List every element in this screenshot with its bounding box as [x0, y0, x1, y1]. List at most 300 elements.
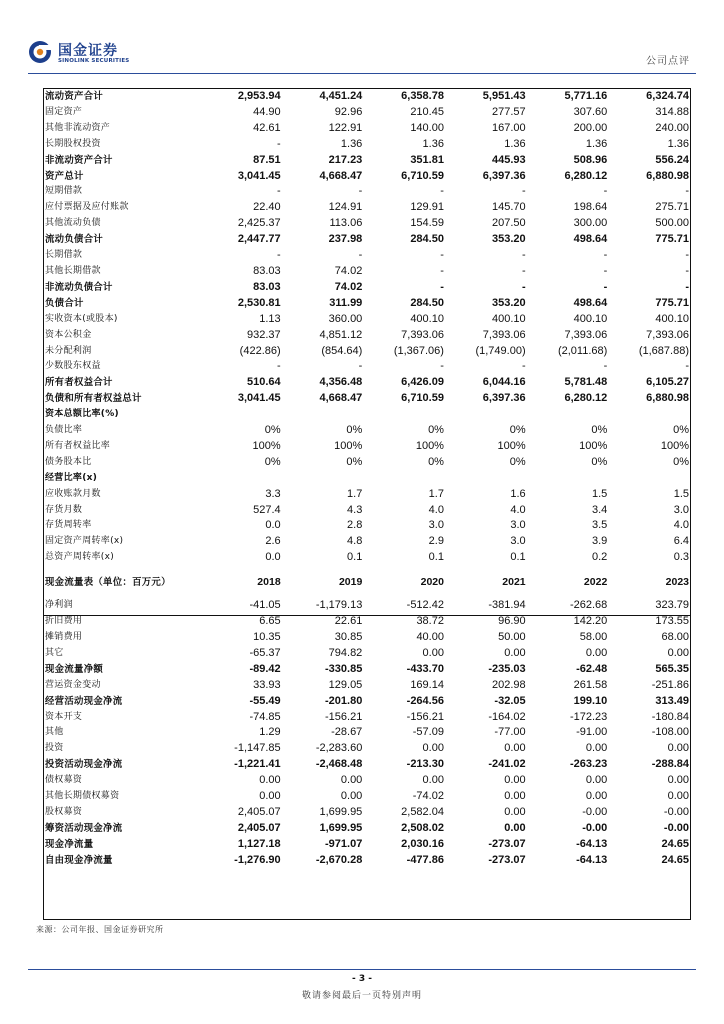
- document-type: 公司点评: [646, 56, 690, 67]
- cell-value: 284.50: [410, 296, 444, 309]
- cell-value: 96.90: [498, 615, 526, 628]
- cell-value: 261.58: [573, 678, 608, 691]
- cell-value: -41.05: [249, 599, 281, 612]
- row-label: 营运资金变动: [45, 679, 101, 690]
- row-label: 固定资产周转率(x): [45, 536, 124, 547]
- cell-value: -: [685, 280, 689, 293]
- cell-value: 4.8: [347, 535, 363, 548]
- table-row: [43, 598, 691, 614]
- cell-value: 323.79: [655, 599, 689, 612]
- cell-value: 83.03: [253, 264, 281, 277]
- cell-value: 129.91: [410, 201, 444, 214]
- cell-value: 508.96: [573, 153, 608, 166]
- table-row: [43, 184, 691, 200]
- cell-value: 1.36: [504, 137, 526, 150]
- table-row: [43, 248, 691, 264]
- cell-value: 351.81: [410, 153, 444, 166]
- cell-value: 0.1: [347, 551, 363, 564]
- cell-value: 42.61: [253, 121, 281, 134]
- row-label: 经营比率(x): [45, 472, 98, 483]
- cell-value: -172.23: [569, 710, 608, 723]
- cell-value: 0.00: [340, 774, 363, 787]
- cell-value: 6,358.78: [401, 90, 444, 102]
- cell-value: [528, 471, 610, 487]
- cell-value: -0.00: [663, 805, 689, 818]
- cell-value: (1,367.06): [393, 344, 444, 357]
- table-row: [43, 296, 691, 312]
- cell-value: 58.00: [579, 631, 608, 643]
- cell-value: (2,011.68): [557, 344, 608, 357]
- cell-value: 122.91: [328, 121, 363, 134]
- table-row: [43, 550, 691, 566]
- cell-value: -: [440, 185, 444, 198]
- cell-value: 6,105.27: [646, 376, 689, 389]
- table-row: [43, 646, 691, 662]
- cashflow-section-divider: [43, 615, 691, 616]
- cell-value: -0.00: [582, 805, 608, 818]
- cell-value: -: [603, 185, 608, 198]
- cell-value: -263.23: [569, 758, 608, 771]
- cell-value: 400.10: [410, 312, 444, 325]
- cell-value: 510.64: [247, 376, 281, 389]
- table-border-top: [43, 88, 691, 89]
- cell-value: 199.10: [573, 694, 608, 707]
- cell-value: 0.00: [667, 646, 689, 659]
- cell-value: 7,393.06: [564, 328, 608, 341]
- row-label: 其他长期债权募资: [45, 791, 120, 802]
- cell-value: 5,781.48: [564, 376, 608, 389]
- cell-value: -2,283.60: [315, 742, 363, 755]
- row-label: 固定资产: [45, 106, 83, 117]
- cell-value: 74.02: [334, 280, 363, 293]
- cell-value: 38.72: [416, 615, 444, 628]
- cell-value: 6.4: [673, 535, 689, 548]
- cell-value: 1.36: [585, 137, 608, 150]
- cell-value: 2.6: [265, 535, 281, 548]
- cell-value: 3.3: [265, 487, 281, 500]
- row-label: 总资产周转率(x): [45, 552, 115, 563]
- row-label: 其他: [45, 727, 64, 738]
- cell-value: 0.00: [340, 790, 363, 803]
- cell-value: -241.02: [488, 758, 526, 771]
- cell-value: 4,356.48: [319, 376, 363, 389]
- cell-value: 1.29: [259, 726, 281, 739]
- cell-value: 2,447.77: [237, 233, 281, 246]
- table-row: [43, 312, 691, 328]
- cell-value: 0.00: [585, 774, 608, 787]
- cell-value: (422.86): [239, 344, 281, 357]
- cell-value: -2,468.48: [315, 758, 363, 771]
- cell-value: -: [685, 264, 689, 277]
- cell-value: 44.90: [253, 105, 281, 118]
- table-row: [43, 805, 691, 821]
- cell-value: -89.42: [249, 662, 281, 675]
- cell-value: 7,393.06: [482, 328, 526, 341]
- table-row: [43, 710, 691, 726]
- row-label: 其他非流动资产: [45, 122, 111, 133]
- table-row: [43, 614, 691, 630]
- row-label: 长期股权投资: [45, 138, 101, 149]
- cell-value: 129.05: [328, 678, 363, 691]
- row-label: 折旧费用: [45, 616, 83, 627]
- row-label: 负债合计: [45, 297, 84, 309]
- cell-value: 1.5: [673, 487, 689, 500]
- cell-value: -180.84: [651, 710, 689, 723]
- cell-value: 0.00: [422, 774, 444, 787]
- cell-value: -156.21: [325, 710, 363, 723]
- cell-value: 6,397.36: [482, 392, 526, 405]
- cell-value: 0%: [591, 424, 608, 437]
- cell-value: 400.10: [573, 312, 608, 325]
- row-label: 所有者权益比率: [45, 440, 111, 451]
- year-header: 2022: [583, 575, 608, 588]
- cell-value: 794.82: [328, 646, 363, 659]
- row-label: 少数股东权益: [45, 361, 101, 372]
- cell-value: 1.36: [667, 137, 689, 150]
- cell-value: 92.96: [334, 105, 363, 118]
- cell-value: 0.00: [504, 790, 526, 803]
- disclaimer-note: 敬请参阅最后一页特别声明: [301, 991, 422, 1001]
- cell-value: [283, 407, 365, 423]
- cell-value: -251.86: [651, 678, 689, 691]
- year-header: 2021: [502, 575, 526, 588]
- table-row: [43, 359, 691, 375]
- row-label: 经营活动现金净流: [45, 695, 123, 707]
- row-label: 存货月数: [45, 504, 83, 515]
- row-label: 非流动负债合计: [45, 281, 113, 293]
- cell-value: 1,699.95: [319, 805, 363, 818]
- cell-value: 0.3: [673, 551, 689, 564]
- cell-value: -264.56: [406, 694, 444, 707]
- cell-value: 5,771.16: [564, 90, 608, 102]
- cell-value: 284.50: [410, 233, 444, 246]
- row-label: 存货周转率: [45, 520, 92, 531]
- cell-value: -57.09: [412, 726, 444, 739]
- table-row: [43, 741, 691, 757]
- cell-value: 556.24: [655, 153, 689, 166]
- cell-value: -201.80: [325, 694, 363, 707]
- cell-value: -1,179.13: [315, 599, 363, 612]
- cell-value: 311.99: [329, 296, 363, 309]
- cell-value: 6.65: [259, 615, 281, 628]
- table-row: [43, 630, 691, 646]
- year-header: 2020: [420, 575, 444, 588]
- cell-value: -2,670.28: [315, 853, 363, 866]
- cell-value: [609, 471, 691, 487]
- cell-value: -235.03: [488, 662, 526, 675]
- cell-value: -: [440, 249, 444, 262]
- cell-value: 0.00: [259, 790, 281, 803]
- cell-value: -77.00: [494, 726, 526, 739]
- cell-value: 167.00: [491, 121, 526, 134]
- cell-value: -108.00: [651, 726, 689, 739]
- cell-value: -288.84: [651, 758, 689, 771]
- cell-value: 124.91: [328, 201, 363, 214]
- cell-value: 3.0: [510, 535, 526, 548]
- cell-value: -1,147.85: [234, 742, 281, 755]
- cell-value: 0.00: [422, 646, 444, 659]
- cell-value: 169.14: [410, 678, 444, 691]
- cell-value: 0%: [509, 424, 526, 437]
- cell-value: -62.48: [576, 662, 608, 675]
- cell-value: 4.0: [428, 503, 444, 516]
- cell-value: 2,582.04: [401, 805, 444, 818]
- cell-value: (1,687.88): [638, 344, 689, 357]
- cell-value: -65.37: [249, 646, 281, 659]
- cell-value: 400.10: [655, 312, 689, 325]
- cell-value: 0.00: [667, 742, 689, 755]
- cell-value: 6,397.36: [482, 169, 526, 182]
- row-label: 流动资产合计: [45, 91, 104, 102]
- cell-value: 2,508.02: [401, 821, 444, 834]
- row-label: 非流动资产合计: [45, 154, 113, 166]
- cell-value: 4.3: [347, 503, 363, 516]
- footer-divider: [28, 969, 696, 970]
- cell-value: -: [276, 185, 281, 198]
- cashflow-title: 现金流量表（单位：百万元）: [45, 576, 171, 588]
- cell-value: -0.00: [663, 821, 689, 834]
- table-row: [43, 391, 691, 407]
- table-row: [43, 423, 691, 439]
- cell-value: 0.00: [585, 790, 608, 803]
- cell-value: 0%: [346, 424, 363, 437]
- row-label: 现金净流量: [45, 838, 94, 850]
- cell-value: 6,324.74: [646, 90, 689, 102]
- cell-value: 6,710.59: [401, 392, 444, 405]
- cell-value: -: [603, 280, 608, 293]
- table-row: [43, 169, 691, 185]
- cell-value: 200.00: [573, 121, 608, 134]
- cell-value: 1.7: [428, 487, 444, 500]
- cell-value: 198.64: [573, 201, 608, 214]
- cell-value: 142.20: [573, 615, 608, 628]
- cell-value: -: [276, 360, 281, 373]
- cell-value: -477.86: [406, 853, 444, 866]
- cell-value: [364, 407, 446, 423]
- cell-value: 3.4: [591, 503, 608, 516]
- cell-value: 307.60: [573, 105, 608, 118]
- row-label: 流动负债合计: [45, 234, 104, 246]
- cell-value: 314.88: [655, 105, 689, 118]
- cell-value: 775.71: [655, 296, 689, 309]
- page-header: [28, 40, 696, 70]
- year-header: 2023: [665, 575, 689, 588]
- cell-value: -: [440, 264, 444, 277]
- cell-value: 5,951.43: [482, 90, 526, 102]
- cell-value: 6,280.12: [564, 169, 608, 182]
- financial-table: [43, 89, 691, 869]
- year-header: 2019: [338, 575, 363, 588]
- table-row: [43, 407, 691, 423]
- cell-value: 24.65: [661, 837, 689, 850]
- cell-value: 22.40: [253, 201, 281, 214]
- cell-value: 83.03: [253, 280, 281, 293]
- row-label: 筹资活动现金净流: [45, 822, 123, 834]
- cell-value: 240.00: [655, 121, 689, 134]
- row-label: 债务股本比: [45, 456, 92, 467]
- table-border-bottom: [43, 919, 691, 920]
- cell-value: 4,668.47: [319, 392, 363, 405]
- cell-value: 275.71: [655, 201, 689, 214]
- table-row: [43, 264, 691, 280]
- cell-value: 207.50: [491, 217, 526, 230]
- cell-value: -512.42: [406, 599, 444, 612]
- cell-value: 4.0: [673, 519, 689, 532]
- row-label: 股权募资: [45, 806, 83, 817]
- cell-value: 0.00: [422, 742, 444, 755]
- row-label: 资产总计: [45, 170, 84, 182]
- cell-value: 0%: [264, 424, 281, 437]
- table-row: [43, 503, 691, 519]
- cell-value: 0.1: [510, 551, 526, 564]
- cell-value: 3.0: [428, 519, 444, 532]
- cell-value: 140.00: [410, 121, 444, 134]
- cell-value: [446, 407, 528, 423]
- cell-value: 277.57: [491, 105, 526, 118]
- table-border-right: [690, 88, 691, 919]
- table-row: [43, 853, 691, 869]
- cell-value: -164.02: [488, 710, 526, 723]
- row-label: 负债和所有者权益总计: [45, 393, 142, 405]
- cell-value: 932.37: [247, 328, 281, 341]
- table-row: [43, 232, 691, 248]
- row-label: 摊销费用: [45, 632, 83, 642]
- cell-value: 0.1: [428, 551, 444, 564]
- cell-value: 2,953.94: [237, 90, 281, 102]
- row-label: 净利润: [45, 600, 73, 611]
- cell-value: 6,044.16: [482, 376, 526, 389]
- cell-value: 113.06: [329, 217, 363, 230]
- cell-value: -74.85: [249, 710, 281, 723]
- cell-value: [528, 407, 610, 423]
- cell-value: 1.5: [591, 487, 608, 500]
- cell-value: 6,710.59: [401, 169, 444, 182]
- cell-value: -: [358, 185, 363, 198]
- cell-value: 100%: [660, 439, 689, 452]
- brand-name-en: SINOLINK SECURITIES: [58, 58, 130, 64]
- cell-value: 2,530.81: [237, 296, 281, 309]
- cell-value: -0.00: [582, 821, 608, 834]
- cell-value: -971.07: [325, 837, 363, 850]
- header-divider: [28, 73, 696, 74]
- cell-value: [446, 471, 528, 487]
- cell-value: 3.0: [510, 519, 526, 532]
- cell-value: 87.51: [253, 153, 281, 166]
- cell-value: 100%: [579, 439, 608, 452]
- cell-value: 173.55: [655, 615, 689, 628]
- cell-value: -: [603, 264, 608, 277]
- cell-value: -: [521, 280, 526, 293]
- row-label: 其它: [45, 647, 64, 658]
- cell-value: -55.49: [249, 694, 281, 707]
- cell-value: 4,668.47: [319, 169, 363, 182]
- cell-value: -273.07: [488, 837, 526, 850]
- table-row: [43, 821, 691, 837]
- cell-value: -: [521, 360, 526, 373]
- cell-value: 0%: [591, 455, 608, 468]
- table-row: [43, 375, 691, 391]
- table-row: [43, 153, 691, 169]
- cell-value: 0.00: [504, 774, 526, 787]
- cell-value: -273.07: [488, 853, 526, 866]
- table-row: [43, 471, 691, 487]
- cell-value: 1,699.95: [319, 821, 363, 834]
- row-label: 短期借款: [45, 186, 83, 197]
- cell-value: -: [685, 249, 689, 262]
- table-row: [43, 757, 691, 773]
- cell-value: 0.00: [504, 646, 526, 659]
- row-label: 现金流量净额: [45, 663, 104, 675]
- cell-value: 498.64: [573, 233, 608, 246]
- cell-value: 7,393.06: [401, 328, 444, 341]
- cell-value: 1.6: [510, 487, 526, 500]
- cell-value: -262.68: [569, 599, 608, 612]
- cell-value: 3.9: [591, 535, 608, 548]
- cell-value: -: [440, 360, 444, 373]
- row-label: 其他长期借款: [45, 265, 101, 276]
- cashflow-header-row: [43, 566, 691, 598]
- row-label: 资本公积金: [45, 329, 92, 340]
- row-label: 投资活动现金净流: [45, 759, 123, 771]
- cell-value: -381.94: [488, 599, 526, 612]
- cell-value: -213.30: [406, 758, 444, 771]
- cell-value: 237.98: [328, 233, 363, 246]
- cell-value: -64.13: [576, 837, 608, 850]
- cell-value: 0.00: [667, 790, 689, 803]
- cell-value: 202.98: [491, 678, 526, 691]
- cell-value: 6,280.12: [564, 392, 608, 405]
- cell-value: 145.70: [491, 201, 526, 214]
- cell-value: -: [358, 249, 363, 262]
- cell-value: 2,425.37: [237, 217, 281, 230]
- cell-value: 100%: [252, 439, 281, 452]
- cell-value: 1,127.18: [237, 837, 281, 850]
- cell-value: 0%: [428, 424, 444, 437]
- cell-value: 6,426.09: [401, 376, 444, 389]
- row-label: 资本总额比率(%): [45, 409, 119, 420]
- cell-value: 498.64: [573, 296, 608, 309]
- cell-value: 7,393.06: [646, 328, 689, 341]
- cell-value: -64.13: [576, 853, 608, 866]
- cell-value: 1.36: [340, 137, 363, 150]
- year-header: 2018: [257, 575, 281, 588]
- table-row: [43, 487, 691, 503]
- cell-value: 6,880.98: [646, 392, 689, 405]
- cell-value: 775.71: [655, 233, 689, 246]
- sinolink-logo-icon: [28, 40, 52, 64]
- cell-value: -: [685, 185, 689, 198]
- cell-value: -: [358, 360, 363, 373]
- cell-value: 0%: [346, 455, 363, 468]
- table-row: [43, 439, 691, 455]
- cell-value: 445.93: [491, 153, 526, 166]
- cell-value: -: [603, 249, 608, 262]
- cell-value: 3,041.45: [237, 392, 281, 405]
- cell-value: 154.59: [410, 217, 444, 230]
- cell-value: 0%: [264, 455, 281, 468]
- row-label: 资本开支: [45, 711, 83, 722]
- cell-value: 40.00: [416, 631, 444, 643]
- table-row: [43, 837, 691, 853]
- cell-value: 100%: [334, 439, 363, 452]
- table-row: [43, 534, 691, 550]
- cell-value: 1.36: [422, 137, 444, 150]
- cell-value: 6,880.98: [646, 169, 689, 182]
- row-label: 自由现金净流量: [45, 854, 113, 866]
- cell-value: 210.45: [410, 105, 444, 118]
- cell-value: 2,405.07: [237, 805, 281, 818]
- cell-value: -91.00: [576, 726, 608, 739]
